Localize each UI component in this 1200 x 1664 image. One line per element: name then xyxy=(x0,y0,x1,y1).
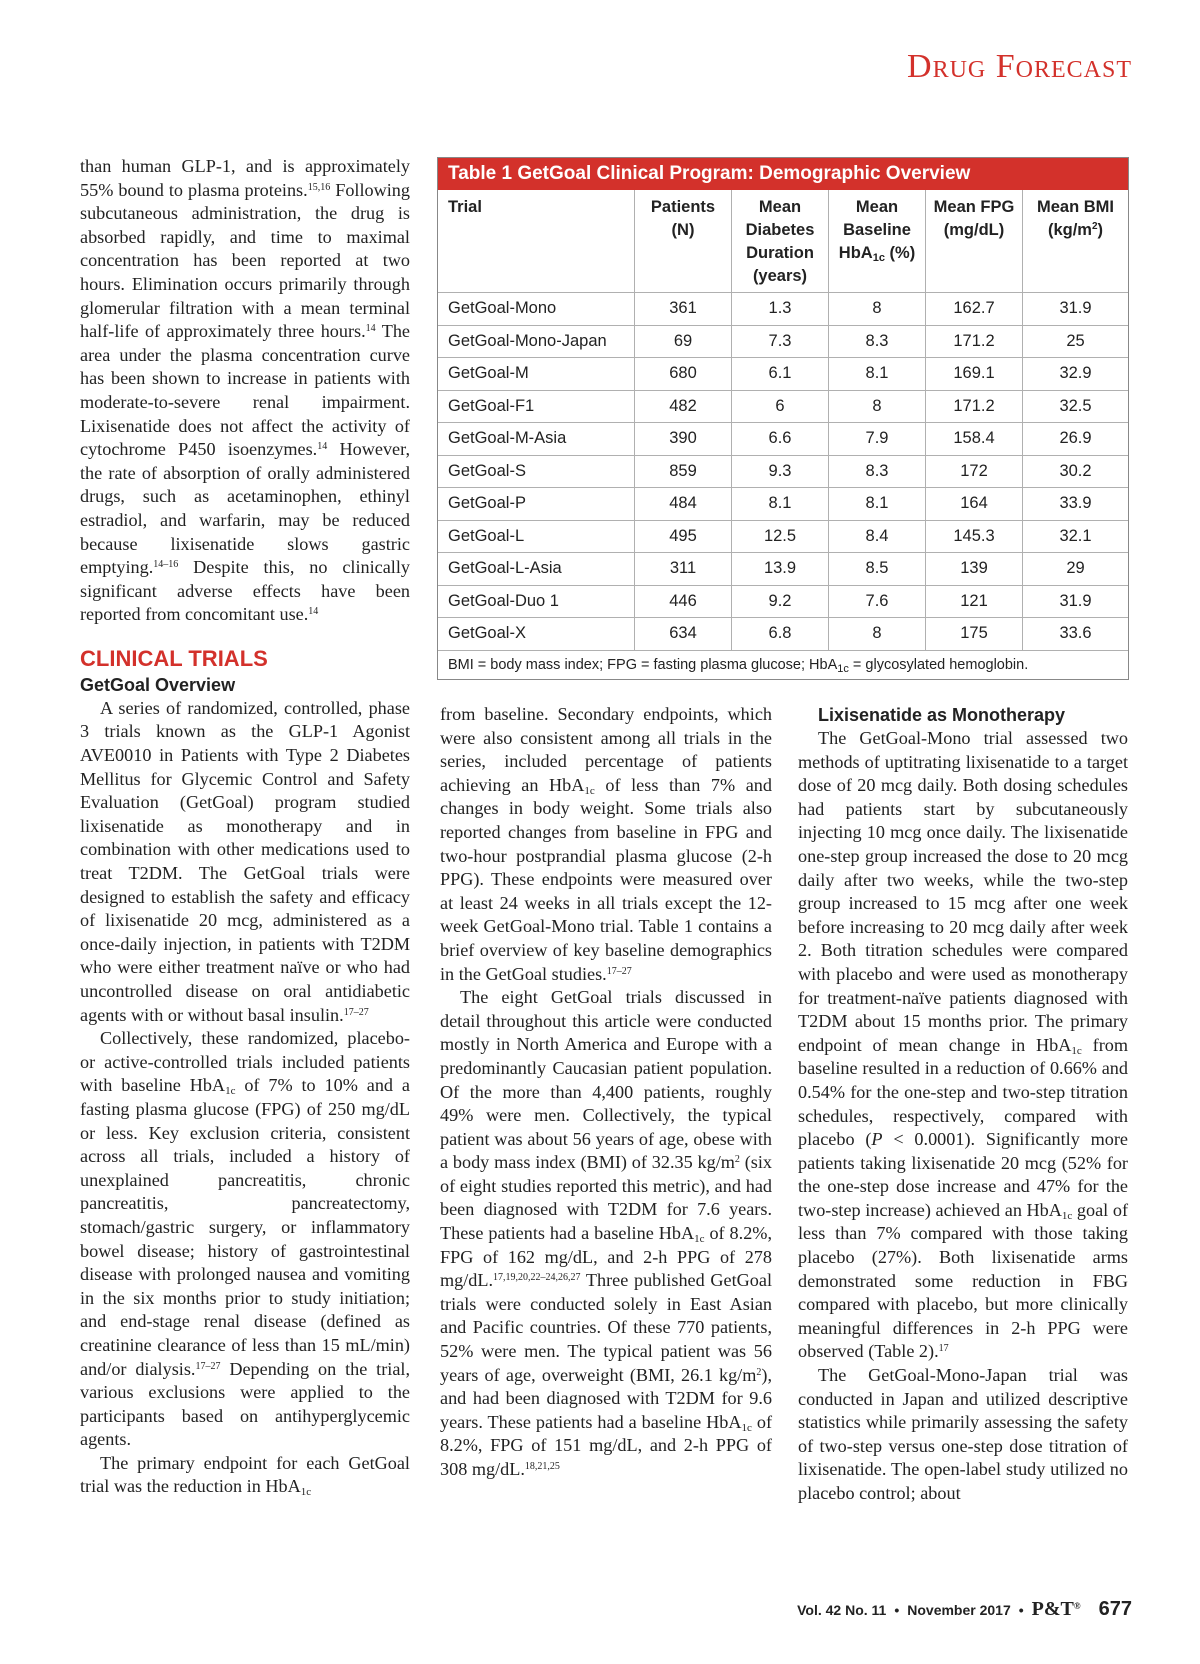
table-cell: GetGoal-L xyxy=(438,520,635,553)
table-cell: 171.2 xyxy=(926,325,1023,358)
table-row xyxy=(438,358,1128,391)
table-cell: 8 xyxy=(829,293,926,326)
table-cell: 361 xyxy=(635,293,732,326)
table-cell: 634 xyxy=(635,618,732,651)
table-cell: 6.6 xyxy=(732,423,829,456)
table-cell: 139 xyxy=(926,553,1023,586)
table-cell: 7.9 xyxy=(829,423,926,456)
paragraph: The GetGoal-Mono-Japan trial was conducted in Japan and utilized descriptive statistics while primarily assessing the safety of two-step versus one-step dose titration of lixisenatide. The open-label study utilized no placebo control; about xyxy=(798,1365,1128,1503)
col-header-trial: Trial xyxy=(438,190,635,293)
table-row xyxy=(438,585,1128,618)
table-cell: GetGoal-Mono-Japan xyxy=(438,325,635,358)
running-header: Drug Forecast xyxy=(907,48,1132,85)
table-cell: 8 xyxy=(829,390,926,423)
table-cell: GetGoal-S xyxy=(438,455,635,488)
table-cell: 32.1 xyxy=(1023,520,1129,553)
table-cell: 69 xyxy=(635,325,732,358)
table-cell: 7.6 xyxy=(829,585,926,618)
table-footnote: BMI = body mass index; FPG = fasting plasma glucose; HbA$_{1c}$ = glycosylated hemoglobin. xyxy=(448,656,1029,675)
paragraph: The primary endpoint for each GetGoal trial was the reduction in HbA$_{1c}$ xyxy=(80,1452,410,1499)
table-cell: 162.7 xyxy=(926,293,1023,326)
table-cell: 8.1 xyxy=(829,488,926,521)
table-cell: 145.3 xyxy=(926,520,1023,553)
table-cell: 26.9 xyxy=(1023,423,1129,456)
col-header-duration: Mean Diabetes Duration (years) xyxy=(732,190,829,293)
footer-date: November 2017 xyxy=(907,1602,1011,1618)
table-cell: 859 xyxy=(635,455,732,488)
table-cell: 169.1 xyxy=(926,358,1023,391)
table-cell: 164 xyxy=(926,488,1023,521)
table-cell: 9.3 xyxy=(732,455,829,488)
data-table xyxy=(438,190,1128,651)
section-heading: CLINICAL TRIALS xyxy=(80,645,268,671)
table-cell: 33.6 xyxy=(1023,618,1129,651)
table-cell: 31.9 xyxy=(1023,293,1129,326)
paragraph: than human GLP-1, and is approximately 55% bound to plasma proteins.$^{15,16}$ Following subcutaneous administration, the drug is absorbed rapidly, and time to maximal concentration has been reported at two hours. Elimination occurs primarily through glomerular filtration with a mean terminal half-life of approximately three hours.$^{14}$ The area under the plasma concentration curve has been shown to increase in patients with moderate-to-severe renal impairment. Lixisenatide does not affect the activity of cytochrome P450 isoenzymes.$^{14}$ However, the rate of absorption of orally administered drugs, such as acetaminophen, ethinyl estradiol, and warfarin, may be reduced because lixisenatide slows gastric emptying.$^{14-16}$ Despite this, no clinically significant adverse effects have been reported from concomitant use.$^{14}$ xyxy=(80,156,410,625)
table-cell: 31.9 xyxy=(1023,585,1129,618)
table-row xyxy=(438,390,1128,423)
col-header-fpg: Mean FPG (mg/dL) xyxy=(926,190,1023,293)
table-cell: 482 xyxy=(635,390,732,423)
table-cell: 6 xyxy=(732,390,829,423)
table-cell: 680 xyxy=(635,358,732,391)
table-row xyxy=(438,325,1128,358)
table-cell: GetGoal-M xyxy=(438,358,635,391)
paragraph: Collectively, these randomized, placebo- or active-controlled trials included patients with baseline HbA$_{1c}$ of 7% to 10% and a fasting plasma glucose (FPG) of 250 mg/dL or less. Key exclusion criteria, consistent across all trials, included a history of unexplained pancreatitis, chronic pancreatitis, pancreatectomy, stomach/gastric surgery, or inflammatory bowel disease; history of gastrointestinal disease with prolonged nausea and vomiting in the six months prior to study initiation; and end-stage renal disease (defined as creatinine clearance of less than 15 mL/min) and/or dialysis.$^{17-27}$ Depending on the trial, various exclusions were applied to the participants based on antihyperglycemic agents. xyxy=(80,1028,410,1450)
table-row xyxy=(438,520,1128,553)
table-cell: 8.4 xyxy=(829,520,926,553)
table-cell: 8.1 xyxy=(732,488,829,521)
table-cell: 446 xyxy=(635,585,732,618)
table-row xyxy=(438,293,1128,326)
table-cell: 484 xyxy=(635,488,732,521)
col-header-hba1c: Mean Baseline HbA$_{1c}$ (%) xyxy=(829,190,926,293)
table-header-row xyxy=(438,190,1128,293)
page-number: 677 xyxy=(1098,1598,1132,1620)
table-cell: 6.1 xyxy=(732,358,829,391)
table-cell: 311 xyxy=(635,553,732,586)
table-row xyxy=(438,488,1128,521)
paragraph: A series of randomized, controlled, phase 3 trials known as the GLP-1 Agonist AVE0010 in Patients with Type 2 Diabetes Mellitus for Glycemic Control and Safety Evaluation (GetGoal) program studied lixisenatide as monotherapy and in combination with other medications used to treat T2DM. The GetGoal trials were designed to establish the safety and efficacy of lixisenatide 20 mcg, administered as a once-daily injection, in patients with T2DM who were either treatment naïve or who had uncontrolled disease on oral antidiabetic agents with or without basal insulin.$^{17-27}$ xyxy=(80,697,410,1025)
text-column-2 xyxy=(440,703,772,1482)
journal-name: P&T® xyxy=(1031,1598,1081,1620)
table-cell: 33.9 xyxy=(1023,488,1129,521)
subsection-heading: Lixisenatide as Monotherapy xyxy=(818,705,1066,725)
footer-bullet: • xyxy=(894,1602,900,1618)
table-cell: 30.2 xyxy=(1023,455,1129,488)
table-cell: 12.5 xyxy=(732,520,829,553)
table-cell: 7.3 xyxy=(732,325,829,358)
table-cell: 9.2 xyxy=(732,585,829,618)
col-header-patients: Patients (N) xyxy=(635,190,732,293)
table-cell: 8.1 xyxy=(829,358,926,391)
table-cell: GetGoal-F1 xyxy=(438,390,635,423)
text-column-1 xyxy=(80,155,410,1499)
table-cell: GetGoal-L-Asia xyxy=(438,553,635,586)
table-row xyxy=(438,423,1128,456)
table-title: Table 1 GetGoal Clinical Program: Demographic Overview xyxy=(438,158,1128,190)
table-cell: 13.9 xyxy=(732,553,829,586)
table-cell: 25 xyxy=(1023,325,1129,358)
table-cell: GetGoal-Duo 1 xyxy=(438,585,635,618)
table-cell: 172 xyxy=(926,455,1023,488)
table-cell: 8.5 xyxy=(829,553,926,586)
table-cell: 8.3 xyxy=(829,455,926,488)
table-cell: 175 xyxy=(926,618,1023,651)
table-cell: 158.4 xyxy=(926,423,1023,456)
table-cell: GetGoal-Mono xyxy=(438,293,635,326)
paragraph: from baseline. Secondary endpoints, which were also consistent among all trials in the series, included percentage of patients achieving an HbA$_{1c}$ of less than 7% and changes in body weight. Some trials also reported changes from baseline in FPG and two-hour postprandial plasma glucose (2-h PPG). These endpoints were measured over at least 24 weeks in all trials except the 12-week GetGoal-Mono trial. Table 1 contains a brief overview of key baseline demographics in the GetGoal studies.$^{17-27}$ xyxy=(440,704,772,984)
table-cell: 121 xyxy=(926,585,1023,618)
footer-volume: Vol. 42 No. 11 xyxy=(797,1602,887,1618)
text-column-3 xyxy=(798,703,1128,1506)
page-footer xyxy=(797,1598,1132,1621)
table-cell: 8 xyxy=(829,618,926,651)
table-cell: 1.3 xyxy=(732,293,829,326)
col-header-bmi: Mean BMI $(kg/m^2)$ xyxy=(1023,190,1129,293)
table-cell: GetGoal-P xyxy=(438,488,635,521)
subsection-heading: GetGoal Overview xyxy=(80,674,236,695)
paragraph: The eight GetGoal trials discussed in detail throughout this article were conducted mostly in North America and Europe with a predominantly Caucasian patient population. Of the more than 4,400 patients, roughly 49% were men. Collectively, the typical patient was about 56 years of age, obese with a body mass index (BMI) of 32.35 $kg/m^2$ (six of eight studies reported this metric), and had been diagnosed with T2DM for 7.6 years. These patients had a baseline HbA$_{1c}$ of 8.2%, FPG of 162 mg/dL, and 2-h PPG of 278 mg/dL.$^{17,19,20,22-24,26,27}$ Three published GetGoal trials were conducted solely in East Asian and Pacific countries. Of these 770 patients, 52% were men. The typical patient was 56 years of age, overweight (BMI, 26.1 $kg/m^2$), and had been diagnosed with T2DM for 9.6 years. These patients had a baseline HbA$_{1c}$ of 8.2%, FPG of 151 mg/dL, and 2-h PPG of 308 mg/dL.$^{18,21,25}$ xyxy=(440,987,772,1479)
table-cell: 29 xyxy=(1023,553,1129,586)
table-cell: 32.5 xyxy=(1023,390,1129,423)
footer-bullet: • xyxy=(1018,1602,1024,1618)
table-cell: 171.2 xyxy=(926,390,1023,423)
table-cell: 390 xyxy=(635,423,732,456)
table-cell: 495 xyxy=(635,520,732,553)
table-row xyxy=(438,455,1128,488)
table-cell: 8.3 xyxy=(829,325,926,358)
paragraph: The GetGoal-Mono trial assessed two methods of uptitrating lixisenatide to a target dose of 20 mcg daily. Both dosing schedules had patients start by subcutaneously injecting 10 mcg once daily. The lixisenatide one-step group increased the dose to 20 mcg daily after two weeks, while the two-step group increased to 15 mcg after one week before increasing to 20 mcg daily after week 2. Both titration schedules were compared with placebo and were used as monotherapy for treatment-naïve patients diagnosed with T2DM about 15 months prior. The primary endpoint of mean change in HbA$_{1c}$ from baseline resulted in a reduction of 0.66% and 0.54% for the one-step and two-step titration schedules, respectively, compared with placebo (P < 0.0001). Significantly more patients taking lixisenatide 20 mcg (52% for the one-step dose increase and 47% for the two-step increase) achieved an HbA$_{1c}$ goal of less than 7% compared with those taking placebo (27%). Both lixisenatide arms demonstrated some reduction in FBG compared with placebo, but more clinically meaningful differences in 2-h PPG were observed (Table 2).$^{17}$ xyxy=(798,728,1128,1362)
table-cell: 32.9 xyxy=(1023,358,1129,391)
table-cell: 6.8 xyxy=(732,618,829,651)
table-row xyxy=(438,553,1128,586)
table-cell: GetGoal-M-Asia xyxy=(438,423,635,456)
table-cell: GetGoal-X xyxy=(438,618,635,651)
table-row xyxy=(438,618,1128,651)
demographic-table xyxy=(437,157,1129,680)
